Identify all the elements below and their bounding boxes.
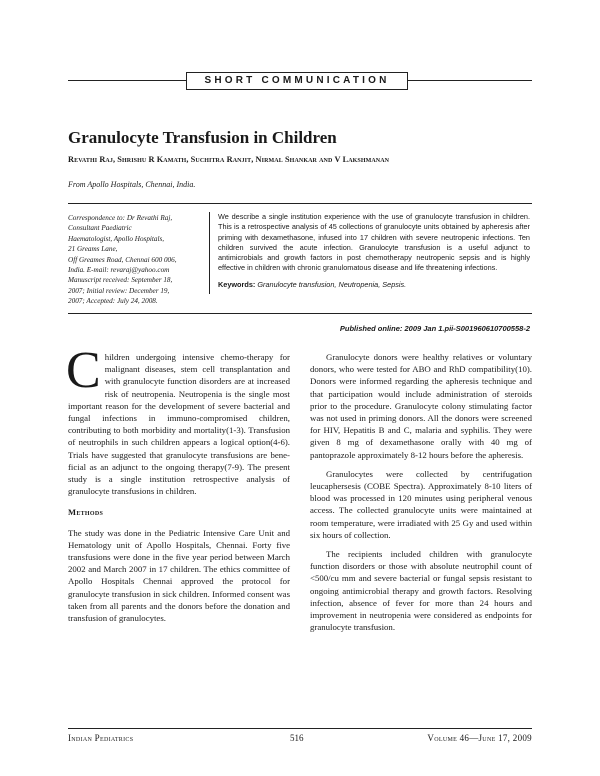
affiliation: From Apollo Hospitals, Chennai, India. (68, 180, 196, 189)
header-rule-right (408, 80, 532, 81)
footer-rule (68, 728, 532, 729)
keywords-line (218, 280, 530, 289)
correspondence-line: Consultant Paediatric (68, 224, 132, 233)
published-online: Published online: 2009 Jan 1.pii-S001960610700558-2 (339, 324, 530, 333)
correspondence-line: Manuscript received: September 18, (68, 276, 173, 285)
correspondence-line: 2007; Accepted: July 24, 2008. (68, 297, 158, 306)
correspondence-line: Off Greames Road, Chennai 600 006, (68, 255, 177, 264)
right-column (310, 351, 532, 633)
correspondence-line: India. E-mail: revaraj@yahoo.com (68, 266, 170, 275)
section-label: SHORT COMMUNICATION (186, 72, 408, 90)
intro-paragraph (66, 342, 290, 497)
drop-cap: C (66, 342, 101, 399)
author-list: Revathi Raj, Shrishu R Kamath, Suchitra Ranjit, Nirmal Shankar and V Lakshmanan (68, 155, 390, 164)
correspondence-line: 21 Greams Lane, (68, 245, 118, 254)
footer-journal: Indian Pediatrics (68, 733, 134, 743)
article-title: Granulocyte Transfusion in Children (68, 128, 337, 147)
abstract-bottom-rule (68, 313, 532, 314)
header-rule-left (68, 80, 186, 81)
correspondence-line: Correspondence to: Dr Revathi Raj, (68, 214, 173, 222)
left-column (66, 342, 290, 624)
abstract-top-rule (68, 203, 532, 204)
intro-text: hildren undergoing intensive chemo-therapy for malignant diseases, stem cell transplantation and with granulocyte function disorders are at increased risk of neutropenia. Neutropenia is the single most important reason for the development of severe bacterial and fungal infections in immuno-compromised children, contributing to both morbidity and mortality(1-3). Transfusion of neutrophils in such children appears a logical option(4-6). Trials have suggested that granulocyte transfusions are bene-ficial as an adjunct to the ongoing therapy(7-9). The present study is a single institution retrospective analysis of granulocyte transfusions in children. (68, 352, 290, 497)
keywords-list: Granulocyte transfusion, Neutropenia, Sepsis. (257, 280, 407, 289)
footer-page-number: 516 (290, 733, 304, 743)
keywords-label: Keywords: (218, 280, 256, 289)
methods-heading: Methods (68, 507, 104, 518)
correspondence-block (68, 213, 208, 307)
footer-volume-date: Volume 46—June 17, 2009 (427, 733, 532, 743)
correspondence-line: Haematologist, Apollo Hospitals, (68, 234, 165, 243)
collection-paragraph: Granulocytes were collected by centrifugation leucaphersesis (COBE Spectra). Approximately 8-10 liters of blood was processed in 120 minutes using peripheral venous access. The collected granulocyte units were maintained at room temperature, were irradiated with 25 Gy and used within six hours of collection. (310, 468, 532, 540)
abstract-divider (209, 212, 210, 294)
recipients-paragraph: The recipients included children with granulocyte function disorders or those with absolute neutrophil count of <500/cu mm and severe bacterial or fungal sepsis resistant to ongoing antimicrobial therapy and growth factors. Resolving infection, absence of fever for more than 24 hours and improvement in neutropenia were considered as endpoints for granulocyte transfusion. (310, 549, 532, 633)
donors-paragraph: Granulocyte donors were healthy relatives or voluntary donors, who were tested for ABO and RhD compatibility(10). Donors were informed regarding the apheresis technique and that participation would include administration of steroids prior to the procedure. Granulocyte colony stimulating factor was not used in priming donors. All the donors were screened for HIV, Hepatitis B and C, malaria and syphilis. They were given 8 mg of dexamethasone orally with 40 mg of pantoprazole approximately 8-12 hours before the apheresis. (310, 352, 532, 460)
abstract-text: We describe a single institution experience with the use of granulocyte transfusion in children. This is a retrospective analysis of 45 collections of granulocyte units obtained by apheresis after priming with dexamethasone, infused into 17 children with severe neutropenic infections. Ten children survived the acute infection. Granulocyte transfusion is a useful adjunct to antimicrobials and growth factors in post chemotherapy neutropenic sepsis and is highly effective in children with chronic granulomatous disease and life threatening infections. (218, 212, 530, 273)
correspondence-line: 2007; Initial review: December 19, (68, 286, 170, 295)
methods-paragraph: The study was done in the Pediatric Intensive Care Unit and Hematology unit of Apollo Hospitals, Chennai. Forty five transfusions were done in the five year period between March 2002 and March 2007 in 17 children. The ethics committee of Apollo Hospitals Chennai approved the protocol for granulocyte transfusion in sick children. Informed consent was taken from all parents and the donors before the donation and transfusion of granulocytes. (68, 527, 290, 624)
